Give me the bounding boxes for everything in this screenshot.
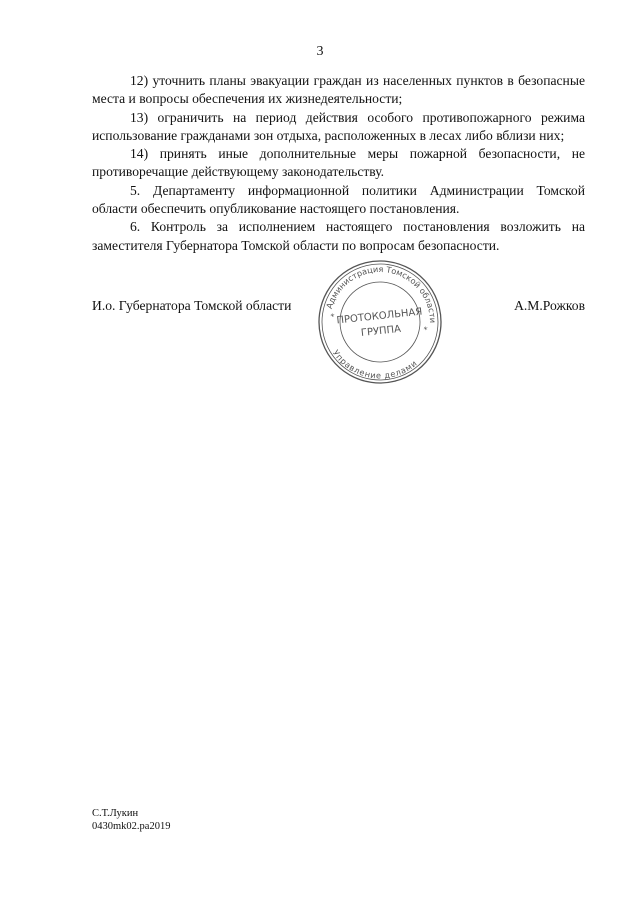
document-code: 0430mk02.ра2019 — [92, 821, 171, 832]
paragraph-item-13: 13) ограничить на период действия особого противопожарного режима использование гражданами зон отдыха, расположенных в лесах либо вблизи них; — [92, 109, 585, 143]
signatory-position: И.о. Губернатора Томской области — [92, 298, 292, 313]
stamp-outer-text: Администрация Томской области — [323, 263, 439, 324]
author-initials: С.Т.Лукин — [92, 808, 139, 819]
document-body — [92, 72, 585, 255]
page-number: 3 — [316, 44, 324, 59]
document-footer — [92, 807, 170, 833]
stamp-star-right: * — [422, 325, 428, 335]
stamp-bottom-text: Управление делами — [330, 347, 419, 381]
paragraph-item-14: 14) принять иные дополнительные меры пожарной безопасности, не противоречащие действующему законодательству. — [92, 146, 585, 180]
stamp-line-2: ГРУППА — [360, 323, 402, 340]
signatory-name: А.М.Рожков — [514, 298, 585, 313]
paragraph-5: 5. Департаменту информационной политики Администрации Томской области обеспечить опубликование настоящего постановления. — [92, 182, 585, 217]
official-stamp — [316, 258, 444, 386]
stamp-line-1: ПРОТОКОЛЬНАЯ — [336, 306, 423, 327]
stamp-star-left: * — [329, 312, 335, 322]
paragraph-6: 6. Контроль за исполнением настоящего постановления возложить на заместителя Губернатора Томской области по вопросам безопасности. — [92, 219, 585, 253]
paragraph-item-12: 12) уточнить планы эвакуации граждан из населенных пунктов в безопасные места и вопросы обеспечения их жизнедеятельности; — [92, 73, 585, 107]
